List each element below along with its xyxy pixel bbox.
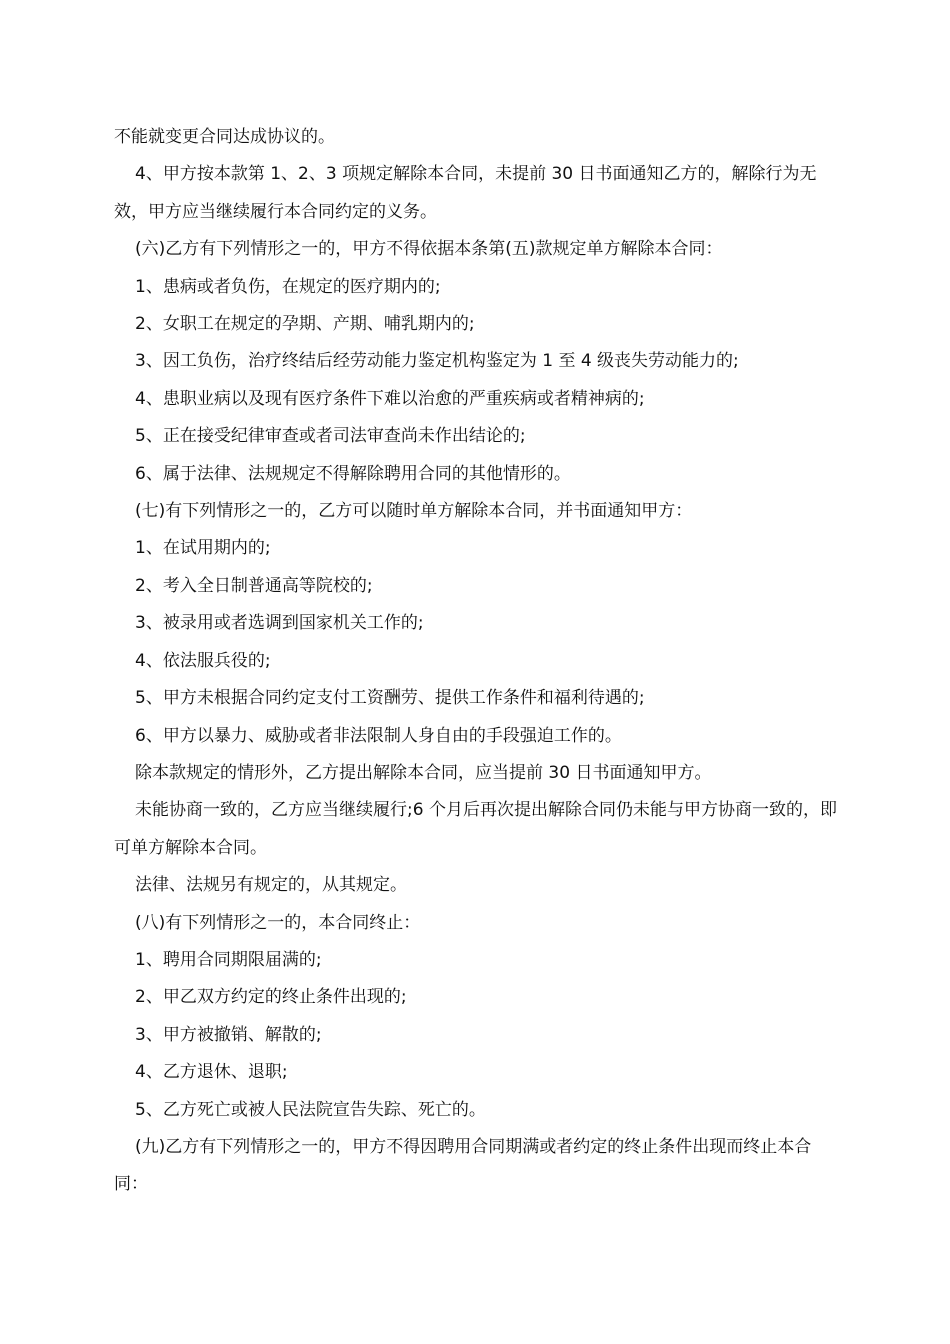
section-heading-7: (七)有下列情形之一的，乙方可以随时单方解除本合同，并书面通知甲方： — [135, 501, 693, 522]
list-item: 3、因工负伤，治疗终结后经劳动能力鉴定机构鉴定为 1 至 4 级丧失劳动能力的; — [135, 351, 739, 372]
list-item: 3、甲方被撤销、解散的; — [135, 1024, 322, 1045]
paragraph: 不能就变更合同达成协议的。 — [114, 127, 335, 147]
list-item: 1、聘用合同期限届满的; — [135, 949, 322, 970]
list-item: 6、属于法律、法规规定不得解除聘用合同的其他情形的。 — [135, 463, 571, 484]
list-item: 5、甲方未根据合同约定支付工资酬劳、提供工作条件和福利待遇的; — [135, 688, 645, 709]
list-item: 4、患职业病以及现有医疗条件下难以治愈的严重疾病或者精神病的; — [135, 388, 645, 409]
list-item: 6、甲方以暴力、威胁或者非法限制人身自由的手段强迫工作的。 — [135, 725, 622, 746]
document-body — [114, 119, 844, 1204]
section-heading-8: (八)有下列情形之一的，本合同终止： — [135, 912, 421, 933]
paragraph: 除本款规定的情形外，乙方提出解除本合同，应当提前 30 日书面通知甲方。 — [135, 762, 712, 783]
list-item: 1、在试用期内的; — [135, 538, 271, 559]
paragraph: 法律、法规另有规定的，从其规定。 — [135, 875, 407, 896]
section-heading-9: (九)乙方有下列情形之一的，甲方不得因聘用合同期满或者约定的终止条件出现而终止本合同： — [114, 1136, 812, 1195]
list-item: 4、依法服兵役的; — [135, 650, 271, 671]
list-item: 1、患病或者负伤，在规定的医疗期内的; — [135, 276, 441, 297]
list-item: 2、甲乙双方约定的终止条件出现的; — [135, 987, 407, 1008]
list-item: 4、乙方退休、退职; — [135, 1062, 288, 1083]
list-item: 5、正在接受纪律审查或者司法审查尚未作出结论的; — [135, 426, 526, 447]
list-item: 2、考入全日制普通高等院校的; — [135, 575, 373, 596]
list-item: 3、被录用或者选调到国家机关工作的; — [135, 613, 424, 634]
paragraph: 4、甲方按本款第 1、2、3 项规定解除本合同，未提前 30 日书面通知乙方的，解除行为无效，甲方应当继续履行本合同约定的义务。 — [114, 164, 817, 222]
list-item: 2、女职工在规定的孕期、产期、哺乳期内的; — [135, 314, 475, 335]
section-heading-6: (六)乙方有下列情形之一的，甲方不得依据本条第(五)款规定单方解除本合同： — [135, 239, 723, 260]
paragraph: 未能协商一致的，乙方应当继续履行;6 个月后再次提出解除合同仍未能与甲方协商一致的，即可单方解除本合同。 — [114, 800, 837, 858]
list-item: 5、乙方死亡或被人民法院宣告失踪、死亡的。 — [135, 1099, 486, 1120]
